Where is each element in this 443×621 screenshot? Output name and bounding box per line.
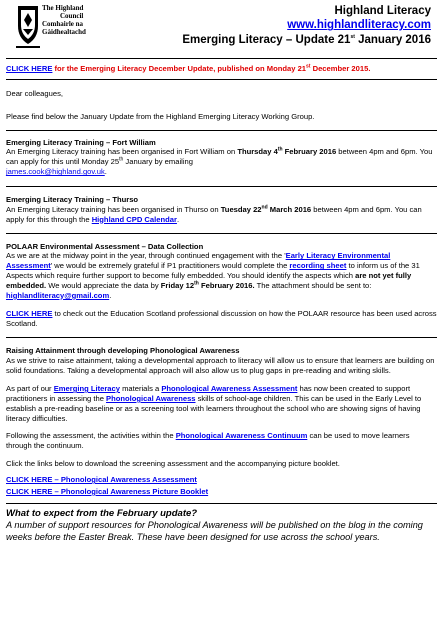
recording-sheet-link[interactable]: recording sheet	[289, 261, 347, 271]
council-name	[42, 4, 86, 36]
council-name-line3: Comhairle na	[42, 20, 84, 29]
section-title: Raising Attainment through developing Phonological Awareness	[6, 346, 240, 356]
link-line	[6, 487, 437, 497]
emerging-literacy-link[interactable]: Emerging Literacy	[53, 384, 120, 394]
section-title: Emerging Literacy Training – Fort William	[6, 137, 156, 147]
header-titles	[182, 4, 431, 47]
section-body: As we strive to raise attainment, taking a developmental approach to literacy will allow us to ensure that learners are building on solid foundations. Taking a developmental approach will also allow us to plug gaps in pre-reading and writing skills.	[6, 356, 435, 376]
february-preview	[6, 504, 437, 543]
section-body: As we are at the midway point in the year, through continued engagement with the 'Early Literacy Environmental Assessment' we would be extremely grateful if P1 practitioners would complete the recording sheet to inform us of the 31 Aspects which require further support to become fully embedded. You should identify the aspects which are not yet fully embedded. We would appreciate the data by Friday 12th February 2016. The attachment should be sent to: highlandliteracy@gmail.com.	[6, 251, 420, 300]
section-body: An Emerging Literacy training has been organised in Fort William on Thursday 4th February 2016 between 4pm and 6pm. You can apply for this until Monday 25th January by emailing james.cook@highland.gov.uk.	[6, 146, 433, 177]
section-body: Click the links below to download the screening assessment and the accompanying picture booklet.	[6, 459, 340, 469]
section-body: An Emerging Literacy training has been organised in Thurso on Tuesday 22nd March 2016 between 4pm and 6pm. You can apply for this through the Highland CPD Calendar.	[6, 204, 422, 224]
education-scotland-link[interactable]: CLICK HERE	[6, 308, 53, 318]
section-body: CLICK HERE to check out the Education Scotland professional discussion on how the POLAAR resource has been used across Scotland.	[6, 308, 437, 328]
lead-text: Please find below the January Update from the Highland Emerging Literacy Working Group.	[6, 111, 315, 121]
cpd-calendar-link[interactable]: Highland CPD Calendar	[91, 214, 177, 224]
phonological-assessment-link[interactable]: Phonological Awareness Assessment	[161, 384, 298, 394]
email-link[interactable]: highlandliteracy@gmail.com	[6, 290, 110, 300]
link-line	[6, 475, 437, 485]
preview-question: What to expect from the February update?	[6, 507, 198, 519]
greeting: Dear colleagues,	[6, 88, 63, 98]
council-name-line4: Gàidhealtachd	[42, 28, 86, 37]
greeting-block	[6, 80, 437, 122]
council-name-line2: Council	[60, 12, 84, 21]
december-update-link[interactable]: CLICK HERE	[6, 64, 53, 73]
december-update-notice: CLICK HERE for the Emerging Literacy December Update, published on Monday 21st December 2015.	[6, 63, 371, 73]
phonological-continuum-link[interactable]: Phonological Awareness Continuum	[175, 431, 308, 441]
section-title: Emerging Literacy Training – Thurso	[6, 195, 139, 205]
council-name-line1: The Highland	[42, 4, 84, 12]
phonological-section	[6, 338, 437, 496]
section-title: POLAAR Environmental Assessment – Data Collection	[6, 241, 204, 251]
assessment-download-link[interactable]: CLICK HERE – Phonological Awareness Assessment	[6, 475, 197, 485]
website-link[interactable]: www.highlandliteracy.com	[287, 19, 431, 32]
header	[6, 0, 437, 58]
preview-answer: A number of support resources for Phonological Awareness will be published on the blog in the coming weeks before the Easter Break. These have been designed for use across the school years.	[6, 520, 423, 542]
phonological-awareness-link[interactable]: Phonological Awareness	[106, 393, 196, 403]
polaar-section	[6, 234, 437, 329]
email-link[interactable]: james.cook@highland.gov.uk	[6, 167, 105, 177]
update-title: Emerging Literacy – Update 21st January 2016	[182, 33, 431, 46]
fort-william-section	[6, 131, 437, 177]
newsletter-title: Highland Literacy	[334, 5, 431, 17]
thurso-section	[6, 187, 437, 225]
section-body: Following the assessment, the activities within the Phonological Awareness Continuum can be used to move learners through the continuum.	[6, 431, 410, 451]
section-body: As part of our Emerging Literacy materials a Phonological Awareness Assessment has now been created to support practitioners in assessing the Phonological Awareness skills of school-age children. This can be used in the Early Level to establish a pre-reading baseline or as a screening tool with learners throughout the school who are showing signs of having literacy difficulties.	[6, 384, 422, 423]
environmental-assessment-link[interactable]: Early Literacy Environmental Assessment	[6, 251, 391, 271]
picture-booklet-download-link[interactable]: CLICK HERE – Phonological Awareness Picture Booklet	[6, 486, 209, 496]
